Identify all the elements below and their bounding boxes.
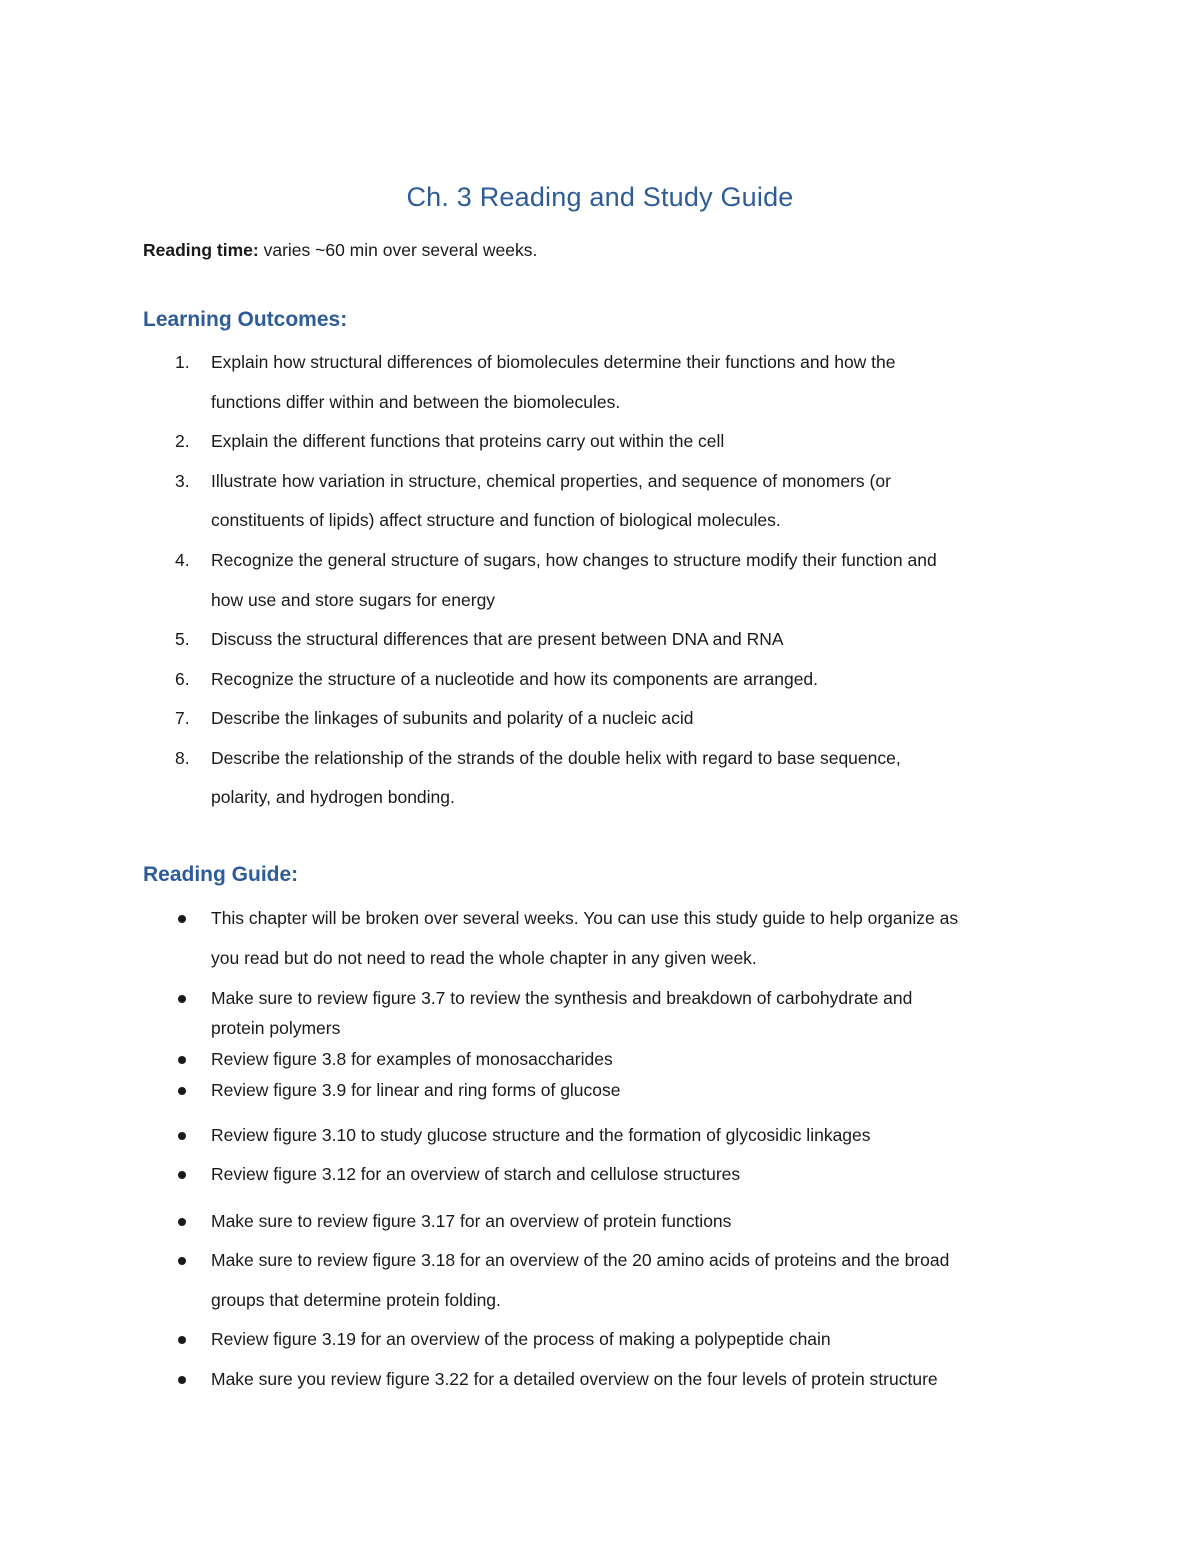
list-item-text: protein polymers — [211, 1018, 341, 1038]
reading-time — [143, 240, 537, 261]
list-item-text: Make sure to review figure 3.18 for an overview of the 20 amino acids of proteins and the broad — [211, 1250, 950, 1270]
list-item-text: Make sure to review figure 3.7 to review the synthesis and breakdown of carbohydrate and — [211, 988, 913, 1008]
bullet-icon — [178, 1087, 186, 1095]
bullet-icon — [178, 1257, 186, 1265]
learning-outcomes-heading: Learning Outcomes: — [143, 308, 348, 331]
bullet-icon — [178, 1376, 186, 1384]
list-item-text: Recognize the structure of a nucleotide and how its components are arranged. — [211, 669, 819, 689]
list-item-text: Review figure 3.9 for linear and ring forms of glucose — [211, 1080, 621, 1100]
list-item-text: Review figure 3.12 for an overview of starch and cellulose structures — [211, 1164, 741, 1184]
bullet-icon — [178, 1132, 186, 1140]
bullet-icon — [178, 915, 186, 923]
list-marker: 4. — [175, 550, 190, 570]
list-item-text: polarity, and hydrogen bonding. — [211, 787, 455, 807]
list-marker: 1. — [175, 352, 190, 372]
list-item-text: functions differ within and between the biomolecules. — [211, 392, 621, 412]
list-item-text: how use and store sugars for energy — [211, 590, 496, 610]
list-item-text: Illustrate how variation in structure, chemical properties, and sequence of monomers (or — [211, 471, 891, 491]
list-item-text: Review figure 3.8 for examples of monosaccharides — [211, 1049, 613, 1069]
list-item-text: Review figure 3.19 for an overview of the process of making a polypeptide chain — [211, 1329, 831, 1349]
list-item-text: Discuss the structural differences that are present between DNA and RNA — [211, 629, 784, 649]
list-item-text: Describe the relationship of the strands of the double helix with regard to base sequence, — [211, 748, 901, 768]
list-marker: 8. — [175, 748, 190, 768]
bullet-icon — [178, 1218, 186, 1226]
page-title: Ch. 3 Reading and Study Guide — [406, 182, 794, 212]
bullet-icon — [178, 1056, 186, 1064]
reading-guide-heading: Reading Guide: — [143, 863, 299, 886]
list-item-text: This chapter will be broken over several weeks. You can use this study guide to help organize as — [211, 908, 959, 928]
list-marker: 6. — [175, 669, 190, 689]
list-marker: 5. — [175, 629, 190, 649]
list-marker: 7. — [175, 708, 190, 728]
reading-time-label: Reading time: — [143, 240, 259, 260]
reading-time-value: varies ~60 min over several weeks. — [258, 240, 538, 260]
list-marker: 2. — [175, 431, 190, 451]
bullet-icon — [178, 1171, 186, 1179]
list-item-text: Make sure you review figure 3.22 for a detailed overview on the four levels of protein structure — [211, 1369, 938, 1389]
list-item-text: Make sure to review figure 3.17 for an overview of protein functions — [211, 1211, 732, 1231]
list-item-text: groups that determine protein folding. — [211, 1290, 501, 1310]
list-item-text: Recognize the general structure of sugars, how changes to structure modify their function and — [211, 550, 937, 570]
bullet-icon — [178, 995, 186, 1003]
list-item-text: Explain how structural differences of biomolecules determine their functions and how the — [211, 352, 896, 372]
list-item-text: Review figure 3.10 to study glucose structure and the formation of glycosidic linkages — [211, 1125, 871, 1145]
bullet-icon — [178, 1336, 186, 1344]
list-item-text: you read but do not need to read the whole chapter in any given week. — [211, 948, 757, 968]
list-marker: 3. — [175, 471, 190, 491]
list-item-text: Describe the linkages of subunits and polarity of a nucleic acid — [211, 708, 694, 728]
list-item-text: Explain the different functions that proteins carry out within the cell — [211, 431, 725, 451]
list-item-text: constituents of lipids) affect structure and function of biological molecules. — [211, 510, 781, 530]
